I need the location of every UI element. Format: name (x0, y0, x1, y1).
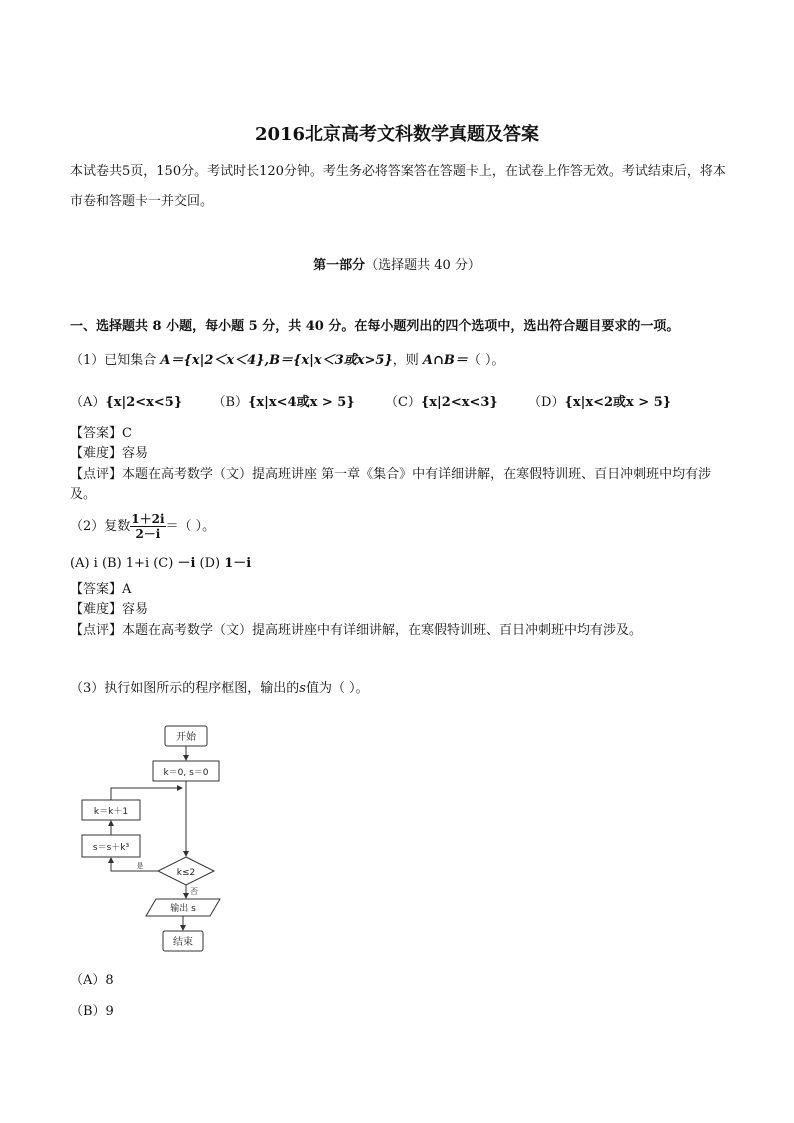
q1-opt-c: {x|2<x<3} (420, 395, 498, 410)
q1-stem (70, 351, 505, 371)
section-heading: 一、选择题共 8 小题，每小题 5 分，共 40 分。在每小题列出的四个选项中，选出符合题目要求的一项。 (70, 319, 680, 334)
intro-text: 本试卷共5页，150分。考试时长120分钟。考生务必将答案答在答题卡上，在试卷上作答无效。考试结束后，将本市卷和答题卡一并交回。 (70, 164, 726, 209)
q1-expr: A∩B＝ (422, 353, 468, 368)
q1-prefix: （1）已知集合 (70, 353, 161, 368)
page-title: 2016北京高考文科数学真题及答案 (254, 124, 540, 145)
q1-opt-d-label: （D） (528, 395, 565, 410)
q1-tail: ，则 (392, 353, 423, 368)
flow-update-label: s＝s＋k³ (92, 843, 130, 853)
q1-set-a: A＝{x|2＜x＜4} (160, 353, 265, 368)
q1-opt-d: {x|x<2或x > 5} (564, 395, 672, 410)
q3-tail: 值为（ ）。 (305, 681, 369, 696)
flow-yes-label: 是 (136, 862, 144, 870)
q1-opt-c-label: （C） (384, 395, 421, 410)
q2-prefix: （2）复数 (70, 519, 131, 534)
q3-opt-b: （B）9 (70, 1004, 114, 1019)
q2-difficulty: 【难度】容易 (70, 602, 149, 617)
flow-end-label: 结束 (173, 937, 193, 948)
q1-opt-b: {x|x<4或x > 5} (248, 395, 355, 410)
q3-stem (70, 679, 369, 699)
part-label: 第一部分 (313, 258, 366, 273)
flow-output-label: 输出 s (170, 904, 196, 914)
q3-opt-a: （A）8 (70, 973, 114, 988)
q2-eq: ＝（ ）。 (165, 519, 216, 534)
flow-cond-label: k≤2 (176, 868, 196, 878)
q2-options-text: (A) i (B) 1+i (C) (70, 556, 178, 571)
q2-comment: 【点评】本题在高考数学（文）提高班讲座中有详细讲解，在寒假特训班、百日冲刺班中均有涉及。 (70, 623, 643, 638)
q3-var: s (299, 681, 306, 696)
q2-opt-d: 1－i (224, 556, 252, 571)
q2-opt-c: －i (177, 556, 196, 571)
flow-start-label: 开始 (176, 732, 196, 743)
q2-numerator: 1＋2i (131, 512, 165, 526)
q1-opt-a: {x|2<x<5} (105, 395, 183, 410)
q1-difficulty: 【难度】容易 (70, 446, 149, 461)
q2-options (70, 554, 251, 574)
flowchart (70, 720, 230, 960)
flow-inc-label: k＝k＋1 (93, 807, 129, 817)
q3-prefix: （3）执行如图所示的程序框图，输出的 (70, 681, 300, 696)
q2-denominator: 2－i (135, 527, 161, 541)
q1-paren: （ ）。 (467, 353, 505, 368)
flow-no-label: 否 (190, 887, 198, 896)
q1-opt-a-label: （A） (70, 395, 106, 410)
q1-answer: 【答案】C (70, 426, 132, 441)
q2-opt-d-label: (D) (195, 556, 225, 571)
flow-init-label: k＝0, s＝0 (163, 768, 209, 778)
q2-stem (70, 510, 215, 544)
q2-answer: 【答案】A (70, 582, 132, 597)
part-note: （选择题共 40 分） (365, 258, 481, 273)
q2-fraction (130, 512, 165, 541)
part-heading (0, 254, 794, 273)
q1-comment: 【点评】本题在高考数学（文）提高班讲座 第一章《集合》中有详细讲解，在寒假特训班、百日冲刺班中均有涉及。 (70, 467, 712, 502)
q1-options (70, 393, 671, 413)
q1-opt-b-label: （B） (212, 395, 249, 410)
q1-set-b: ,B＝{x|x＜3或x>5} (264, 353, 393, 368)
